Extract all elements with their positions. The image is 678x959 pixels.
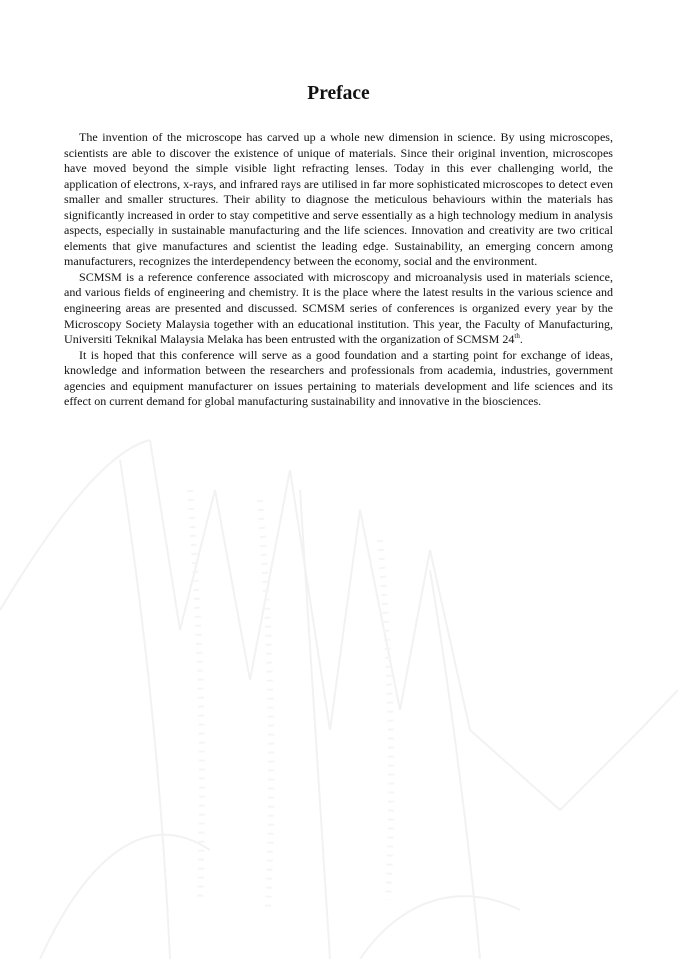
background-watermark — [0, 430, 678, 959]
paragraph-3: It is hoped that this conference will serve as a good foundation and a starting point for exchange of ideas, knowledge and information between the researchers and professionals from academia, industries, government agencies and equipment manufacturer on issues pertaining to materials development and life sciences and its effect on current demand for global manufacturing sustainability and innovative in the biosciences. — [64, 347, 613, 409]
page-title: Preface — [307, 83, 370, 104]
preface-body — [64, 130, 613, 410]
paragraph-2 — [64, 270, 613, 348]
paragraph-1: The invention of the microscope has carved up a whole new dimension in science. By using microscopes, scientists are able to discover the existence of unique of materials. Since their original invention, microscopes have moved beyond the simple visible light refracting lenses. Today in this ever challenging world, the application of electrons, x-rays, and infrared rays are utilised in far more sophisticated microscopes to detect even smaller and smaller structures. Their ability to diagnose the meticulous behaviours within the materials has significantly increased in order to stay competitive and serve essentially as a high technology medium in analysis aspects, especially in sustainable manufacturing and the life sciences. Innovation and creativity are two critical elements that give manufactures and scientist the leading edge. Sustainability, an emerging concern among manufacturers, recognizes the interdependency between the economy, social and the environment. — [64, 130, 613, 269]
ordinal-superscript: th — [514, 332, 520, 341]
paragraph-2-tail: . — [519, 332, 523, 347]
paragraph-2-text: SCMSM is a reference conference associated with microscopy and microanalysis used in materials science, and various fields of engineering and chemistry. It is the place where the latest results in the various science and engineering areas are presented and discussed. SCMSM series of conferences is organized every year by the Microscopy Society Malaysia together with an educational institution. This year, the Faculty of Manufacturing, Universiti Teknikal Malaysia Melaka has been entrusted with the organization of SCMSM 24 — [64, 269, 613, 347]
